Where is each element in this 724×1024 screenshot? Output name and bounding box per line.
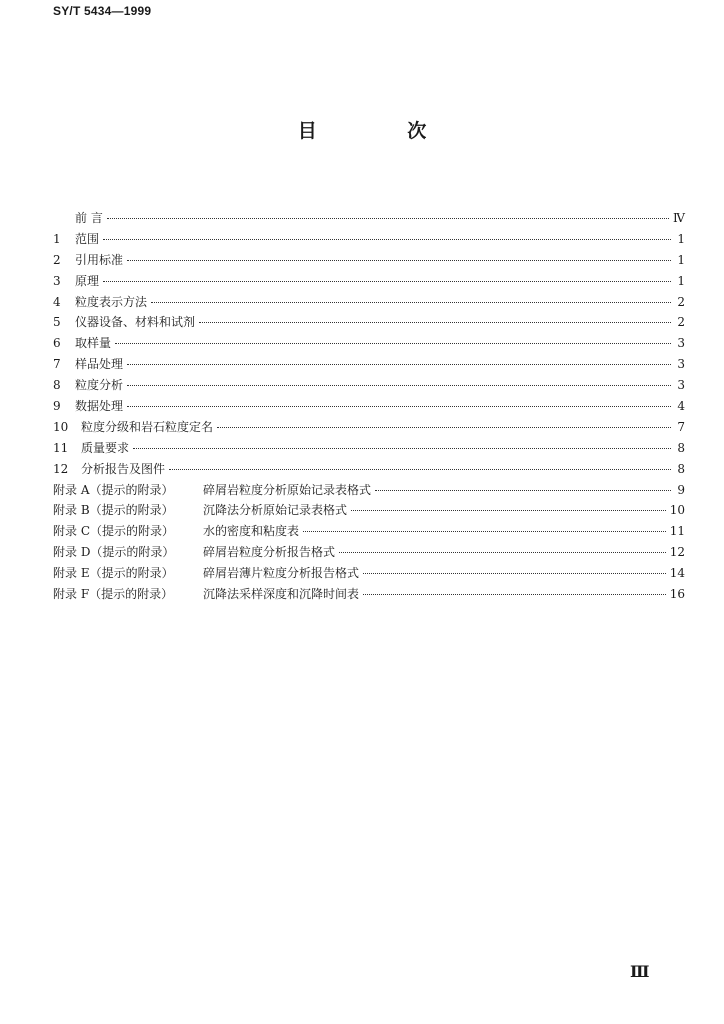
leader-dots bbox=[103, 238, 671, 240]
appendix-label: 碎屑岩薄片粒度分析报告格式 bbox=[203, 566, 360, 581]
appendix-label: 沉降法采样深度和沉降时间表 bbox=[203, 587, 360, 602]
toc-entry-number: 1 bbox=[53, 231, 61, 246]
page-title: 目 次 bbox=[297, 120, 469, 142]
toc-entry-number: 2 bbox=[53, 252, 61, 267]
page-number: Ⅲ bbox=[630, 962, 650, 981]
toc-entry-page: 3 bbox=[677, 336, 685, 351]
toc-entry-number: 10 bbox=[53, 419, 69, 434]
leader-dots bbox=[133, 447, 671, 449]
leader-dots bbox=[127, 405, 671, 407]
appendix-prefix: 附录 D（提示的附录） bbox=[53, 545, 175, 560]
toc-entry-label: 质量要求 bbox=[81, 440, 130, 455]
appendix-label: 碎屑岩粒度分析报告格式 bbox=[203, 545, 336, 560]
toc-entry[interactable] bbox=[53, 439, 685, 460]
leader-dots bbox=[103, 280, 671, 282]
appendix-entry[interactable] bbox=[53, 481, 685, 502]
toc-entry[interactable] bbox=[53, 376, 685, 397]
toc-entry[interactable] bbox=[53, 272, 685, 293]
toc-entry-label: 原理 bbox=[75, 273, 100, 288]
toc-entry-label: 取样量 bbox=[75, 336, 112, 351]
appendix-page: 11 bbox=[669, 524, 685, 539]
toc-entry-number: 12 bbox=[53, 461, 69, 476]
table-of-contents bbox=[53, 209, 685, 606]
appendix-label: 沉降法分析原始记录表格式 bbox=[203, 503, 348, 518]
toc-entry[interactable] bbox=[53, 355, 685, 376]
toc-entry-label: 分析报告及图件 bbox=[81, 461, 166, 476]
appendix-page: 12 bbox=[669, 545, 685, 560]
toc-entry[interactable] bbox=[53, 209, 685, 230]
toc-entry-label: 数据处理 bbox=[75, 399, 124, 414]
toc-entry-number: 9 bbox=[53, 399, 61, 414]
leader-dots bbox=[107, 217, 669, 219]
toc-entry-label: 样品处理 bbox=[75, 357, 124, 372]
toc-entry-number: 3 bbox=[53, 273, 61, 288]
toc-entry-page: Ⅳ bbox=[673, 211, 685, 225]
leader-dots bbox=[217, 426, 671, 428]
appendix-prefix: 附录 F（提示的附录） bbox=[53, 587, 174, 602]
toc-entry[interactable] bbox=[53, 230, 685, 251]
standard-code-header: SY/T 5434—1999 bbox=[53, 4, 152, 18]
toc-entry-number: 4 bbox=[53, 294, 61, 309]
appendix-entry[interactable] bbox=[53, 543, 685, 564]
toc-entry-page: 1 bbox=[677, 252, 685, 267]
appendix-prefix: 附录 C（提示的附录） bbox=[53, 524, 174, 539]
toc-entry-label: 粒度分级和岩石粒度定名 bbox=[81, 419, 214, 434]
toc-entry-label: 仪器设备、材料和试剂 bbox=[75, 315, 196, 330]
toc-entry-page: 4 bbox=[677, 399, 685, 414]
appendix-entry[interactable] bbox=[53, 564, 685, 585]
appendix-entry[interactable] bbox=[53, 585, 685, 606]
leader-dots bbox=[127, 363, 671, 365]
appendix-prefix: 附录 A（提示的附录） bbox=[53, 482, 174, 497]
leader-dots bbox=[127, 259, 671, 261]
appendix-entry[interactable] bbox=[53, 522, 685, 543]
toc-entry-page: 2 bbox=[677, 294, 685, 309]
appendix-prefix: 附录 B（提示的附录） bbox=[53, 503, 174, 518]
leader-dots bbox=[303, 530, 666, 532]
toc-entry[interactable] bbox=[53, 460, 685, 481]
toc-entry-label: 范围 bbox=[75, 231, 100, 246]
appendix-label: 水的密度和粘度表 bbox=[203, 524, 300, 539]
appendix-label: 碎屑岩粒度分析原始记录表格式 bbox=[203, 482, 372, 497]
toc-entry-label: 前 言 bbox=[75, 211, 103, 225]
toc-entry-number: 11 bbox=[53, 440, 69, 455]
toc-entry-page: 1 bbox=[677, 273, 685, 288]
leader-dots bbox=[169, 468, 671, 470]
appendix-prefix: 附录 E（提示的附录） bbox=[53, 566, 174, 581]
toc-entry-label: 粒度表示方法 bbox=[75, 294, 148, 309]
toc-entry-page: 7 bbox=[677, 419, 685, 434]
toc-entry-number: 6 bbox=[53, 336, 61, 351]
toc-entry-page: 8 bbox=[677, 461, 685, 476]
appendix-entry[interactable] bbox=[53, 501, 685, 522]
toc-entry-page: 8 bbox=[677, 440, 685, 455]
leader-dots bbox=[339, 551, 666, 553]
leader-dots bbox=[351, 509, 666, 511]
appendix-page: 16 bbox=[669, 587, 685, 602]
toc-entry-page: 3 bbox=[677, 378, 685, 393]
toc-entry-number: 5 bbox=[53, 315, 61, 330]
toc-entry[interactable] bbox=[53, 397, 685, 418]
toc-entry-page: 1 bbox=[677, 231, 685, 246]
leader-dots bbox=[363, 593, 666, 595]
toc-entry[interactable] bbox=[53, 418, 685, 439]
leader-dots bbox=[363, 572, 666, 574]
leader-dots bbox=[115, 342, 671, 344]
appendix-page: 10 bbox=[669, 503, 685, 518]
toc-entry-label: 粒度分析 bbox=[75, 378, 124, 393]
toc-entry[interactable] bbox=[53, 251, 685, 272]
appendix-page: 14 bbox=[669, 566, 685, 581]
toc-entry-page: 2 bbox=[677, 315, 685, 330]
toc-entry-label: 引用标准 bbox=[75, 252, 124, 267]
leader-dots bbox=[151, 301, 671, 303]
toc-entry[interactable] bbox=[53, 293, 685, 314]
toc-entry[interactable] bbox=[53, 334, 685, 355]
leader-dots bbox=[199, 321, 671, 323]
toc-entry-number: 8 bbox=[53, 378, 61, 393]
toc-entry-page: 3 bbox=[677, 357, 685, 372]
leader-dots bbox=[375, 489, 671, 491]
leader-dots bbox=[127, 384, 671, 386]
toc-entry-number: 7 bbox=[53, 357, 61, 372]
appendix-page: 9 bbox=[677, 482, 685, 497]
toc-entry[interactable] bbox=[53, 313, 685, 334]
